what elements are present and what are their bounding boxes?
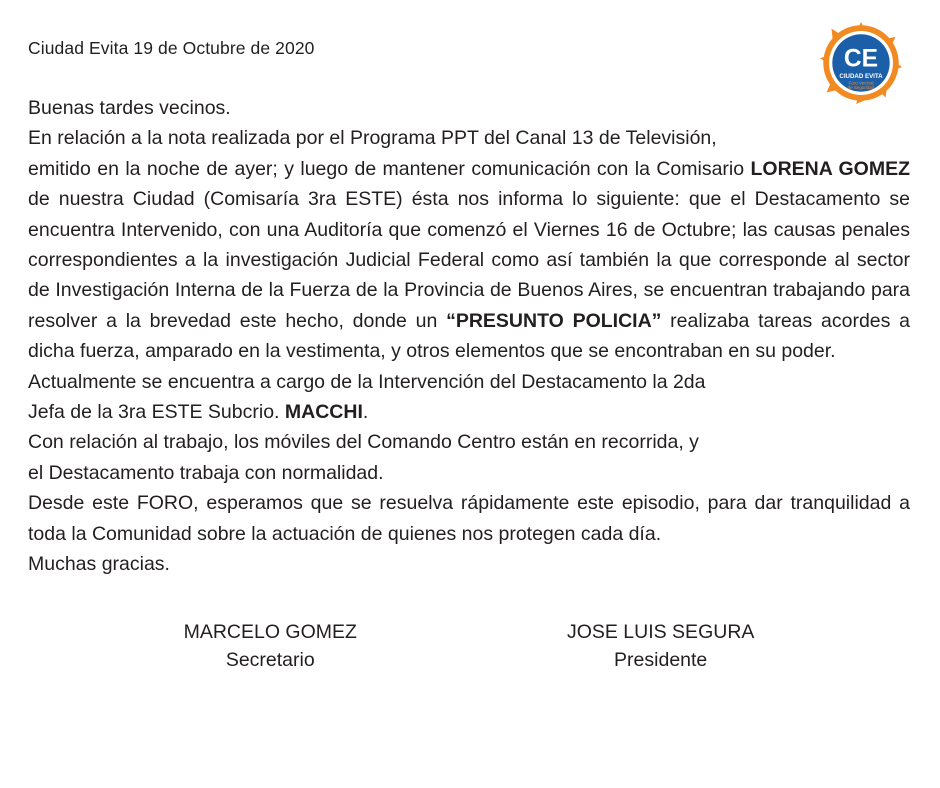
svg-text:CIUDAD EVITA: CIUDAD EVITA — [839, 72, 883, 80]
jefa-line-part2: . — [362, 401, 369, 424]
dateline: Ciudad Evita 19 de Octubre de 2020 — [28, 38, 315, 58]
signature-role: Secretario — [225, 648, 315, 671]
signature-name: JOSE LUIS SEGURA — [566, 620, 755, 643]
macchi-name: MACCHI — [284, 401, 363, 424]
jefa-line — [28, 397, 910, 427]
thanks-line: Muchas gracias. — [28, 553, 170, 576]
closing-paragraph: Desde este FORO, esperamos que se resuelva rápidamente este episodio, para dar tranquilidad a toda la Comunidad sobre la actuación de quienes nos protegen cada día. — [28, 492, 910, 545]
signature-role: Presidente — [614, 648, 708, 671]
letter-body — [28, 93, 910, 580]
svg-text:CE: CE — [843, 45, 879, 73]
signature-secretario — [184, 618, 357, 675]
commissioner-name: LORENA GOMEZ — [750, 157, 910, 180]
main-paragraph-part3: realizaba tareas acordes a dicha fuerza, amparado en la vestimenta, y otros elementos que se encontraban en su poder. — [28, 309, 911, 363]
presunto-policia-emphasis: “PRESUNTO POLICIA” — [446, 309, 662, 332]
signature-block — [28, 618, 910, 675]
main-paragraph-part2: de nuestra Ciudad (Comisaría 3ra ESTE) ésta nos informa lo siguiente: que el Destacamento se encuentra Intervenido, con una Auditoría que comenzó el Viernes 16 de Octubre; las causas penales correspondientes a la investigación Judicial Federal como así también la que corresponde al sector de Investigación Interna de la Fuerza de la Provincia de Buenos Aires, se encuentran trabajando para resolver a la brevedad este hecho, donde un — [28, 188, 910, 332]
tv-reference-line: En relación a la nota realizada por el Programa PPT del Canal 13 de Televisión, — [28, 127, 717, 150]
main-paragraph — [28, 154, 910, 367]
signature-presidente — [567, 618, 754, 675]
ciudad-evita-logo — [820, 22, 902, 104]
svg-text:Foro Vecinal: Foro Vecinal — [848, 80, 874, 86]
intervention-line: Actualmente se encuentra a cargo de la Intervención del Destacamento la 2da — [28, 370, 706, 393]
jefa-line-part1: Jefa de la 3ra ESTE Subcrio. — [28, 401, 285, 424]
moviles-line: Con relación al trabajo, los móviles del Comando Centro están en recorrida, y — [28, 431, 699, 454]
signature-name: MARCELO GOMEZ — [183, 620, 357, 643]
greeting-line: Buenas tardes vecinos. — [28, 97, 231, 119]
main-paragraph-part1: emitido en la noche de ayer; y luego de mantener comunicación con la Comisario — [28, 157, 751, 180]
destacamento-line: el Destacamento trabaja con normalidad. — [28, 461, 384, 484]
svg-text:de Seguridad: de Seguridad — [847, 85, 875, 91]
